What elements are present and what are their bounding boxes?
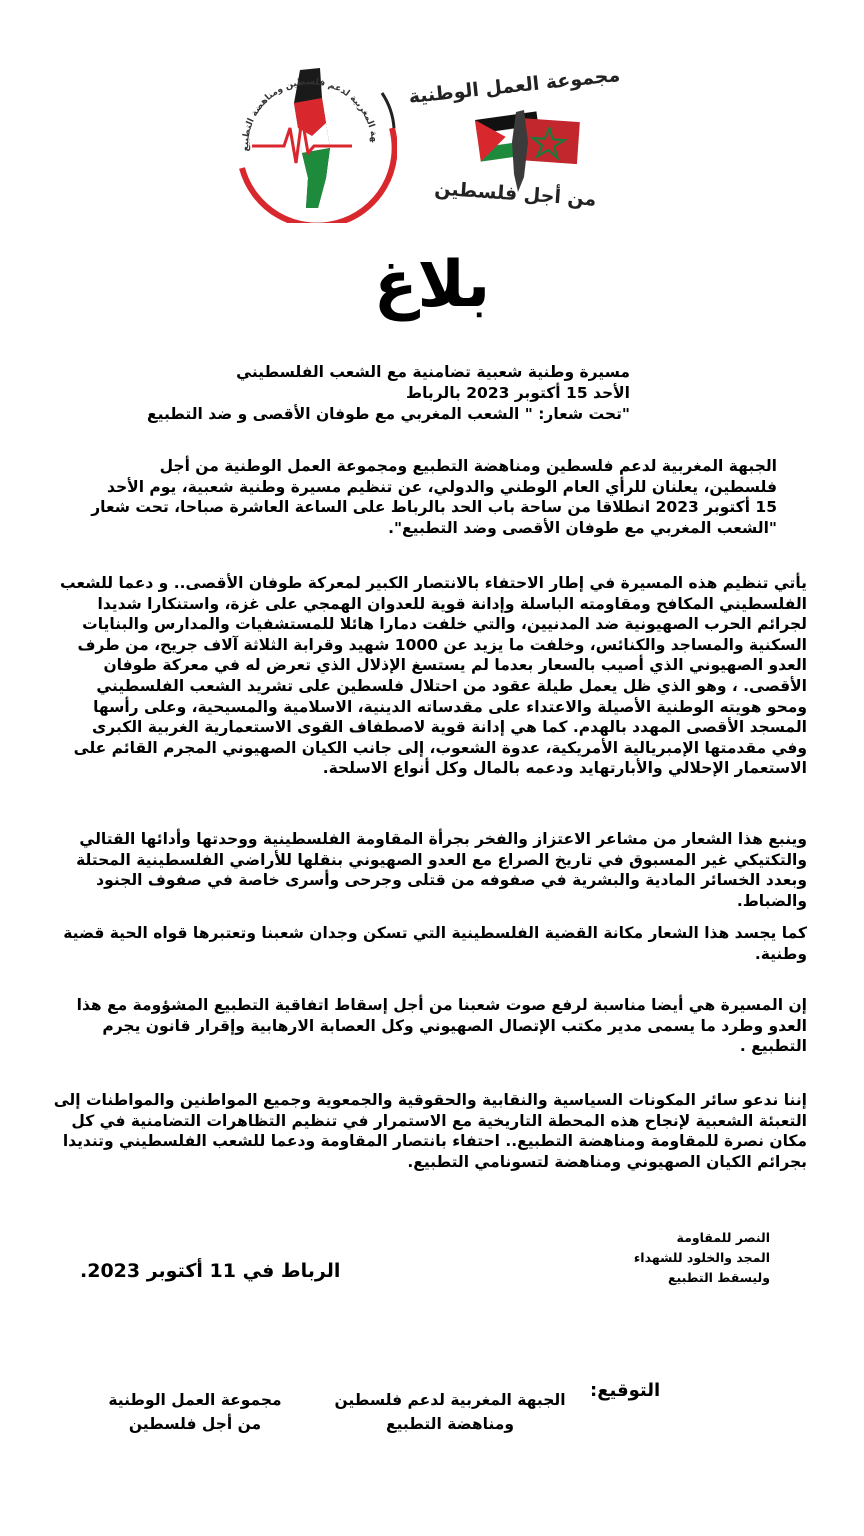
paragraph-normalization: إن المسيرة هي أيضا مناسبة لرفع صوت شعبنا من أجل إسقاط اتفاقية التطبيع المشؤومة مع هذا العدو وطرد ما يسمى مدير مكتب الإتصال الصهيوني وكل العصابة الارهابية وإقرار قانون يجرم التطبيع .	[76, 996, 807, 1056]
svg-text:مجموعة العمل الوطنية: مجموعة العمل الوطنية	[407, 63, 622, 109]
subtitle-line: "تحت شعار: " الشعب المغربي مع طوفان الأقصى و ضد التطبيع	[147, 405, 630, 423]
signature-line: مجموعة العمل الوطنية	[108, 1391, 282, 1409]
signature-line: ومناهضة التطبيع	[386, 1415, 514, 1433]
svg-text:الجبهة المغربية لدعم فلسطين وم: هة المغربية لدعم فلسطين ومناهضة التطبيع	[241, 77, 379, 152]
signature-group	[95, 1388, 295, 1436]
front-logo	[222, 48, 397, 223]
date-line: الرباط في 11 أكتوبر 2023.	[80, 1260, 341, 1282]
closing-line: النصر للمقاومة	[676, 1230, 770, 1245]
subtitle-line: مسيرة وطنية شعبية تضامنية مع الشعب الفلسطيني	[236, 363, 630, 381]
signature-line: من أجل فلسطين	[128, 1415, 262, 1433]
closing-slogans	[600, 1228, 770, 1288]
subtitle-line: الأحد 15 أكتوبر 2023 بالرباط	[406, 384, 630, 402]
paragraph-call: إننا ندعو سائر المكونات السياسية والنقابية والحقوقية والجمعوية وجميع المواطنين والمواطنات إلى التعبئة الشعبية لإنجاح هذه المحطة التاريخية مع الاستمرار في تنظيم التظاهرات التضامنية في كل مكان نصرة للمقاومة ومناهضة التطبيع.. احتفاء بانتصار المقاومة ودعما للشعب الفلسطيني وتنديدا بجرائم الكيان الصهيوني ومناهضة لتسونامي التطبيع.	[53, 1091, 807, 1171]
svg-text:من أجل فلسطين: من أجل فلسطين	[433, 177, 598, 211]
palestine-map-heartbeat-logo-icon	[222, 48, 397, 223]
subtitle-block	[120, 362, 630, 425]
paragraph-context: يأتي تنظيم هذه المسيرة في إطار الاحتفاء بالانتصار الكبير لمعركة طوفان الأقصى.. و دعما للشعب الفلسطيني المكافح ومقاومته الباسلة وإدانة قوية للعدوان الهمجي على غزة، واستنكارا شديدا لجرائم الحرب الصهيونية ضد المدنيين، والتي خلفت دمارا هائلا للمستشفيات والمدارس والبنايات السكنية والمساجد والكنائس، وخلفت ما يزيد عن 1000 شهيد وقرابة الثلاثة آلاف جريح، من طرف العدو الصهيوني الذي أصيب بالسعار بعدما لم يستسغ الإذلال الذي تعرض له في معركة طوفان الأقصى. ، وهو الذي ظل يعمل طيلة عقود من احتلال فلسطين على تشريد الشعب الفلسطيني ومحو هويته الوطنية الأصيلة والاعتداء على مقدساته الدينية، الاسلامية والمسيحية، وعلى رأسها المسجد الأقصى المهدد بالهدم. كما هي إدانة قوية لاصطفاف القوى الاستعمارية الغربية الكبرى وفي مقدمتها الإمبريالية الأمريكية، عدوة الشعوب، إلى جانب الكيان الصهيوني المجرم القائم على الاستعمار الإحلالي والأبارتهايد ودعمه بالمال وكل أنواع الاسلحة.	[60, 574, 807, 778]
signature-label: التوقيع:	[590, 1380, 661, 1401]
paragraph-announcement: الجبهة المغربية لدعم فلسطين ومناهضة التطبيع ومجموعة العمل الوطنية من أجل فلسطين، يعلنان للرأي العام الوطني والدولي، عن تنظيم مسيرة وطنية شعبية، يوم الأحد 15 أكتوبر 2023 انطلاقا من ساحة باب الحد بالرباط على الساعة العاشرة صباحا، تحت شعار "الشعب المغربي مع طوفان الأقصى وضد التطبيع".	[91, 457, 777, 537]
paragraph-slogan-cause: كما يجسد هذا الشعار مكانة القضية الفلسطينية التي تسكن وجدان شعبنا وتعتبرها قواه الحية قضية وطنية.	[63, 924, 807, 963]
signature-line: الجبهة المغربية لدعم فلسطين	[334, 1391, 566, 1409]
closing-line: المجد والخلود للشهداء	[633, 1250, 770, 1265]
group-logo	[407, 52, 622, 222]
paragraph-slogan-pride: وينبع هذا الشعار من مشاعر الاعتزاز والفخر بجرأة المقاومة الفلسطينية ووحدتها وأدائها القتالي والتكتيكي غير المسبوق في تاريخ الصراع مع العدو الصهيوني بنقلها للأراضي الفلسطينية المحتلة وبعدد الخسائر المادية والبشرية في صفوفه من قتلى وجرحى وأسرى خاصة في صفوف الجنود والضباط.	[76, 830, 807, 910]
closing-line: وليسقط التطبيع	[667, 1270, 770, 1285]
signature-front	[330, 1388, 570, 1436]
palestine-morocco-flags-logo-icon	[407, 52, 622, 222]
page-title: بلاغ	[373, 248, 491, 322]
